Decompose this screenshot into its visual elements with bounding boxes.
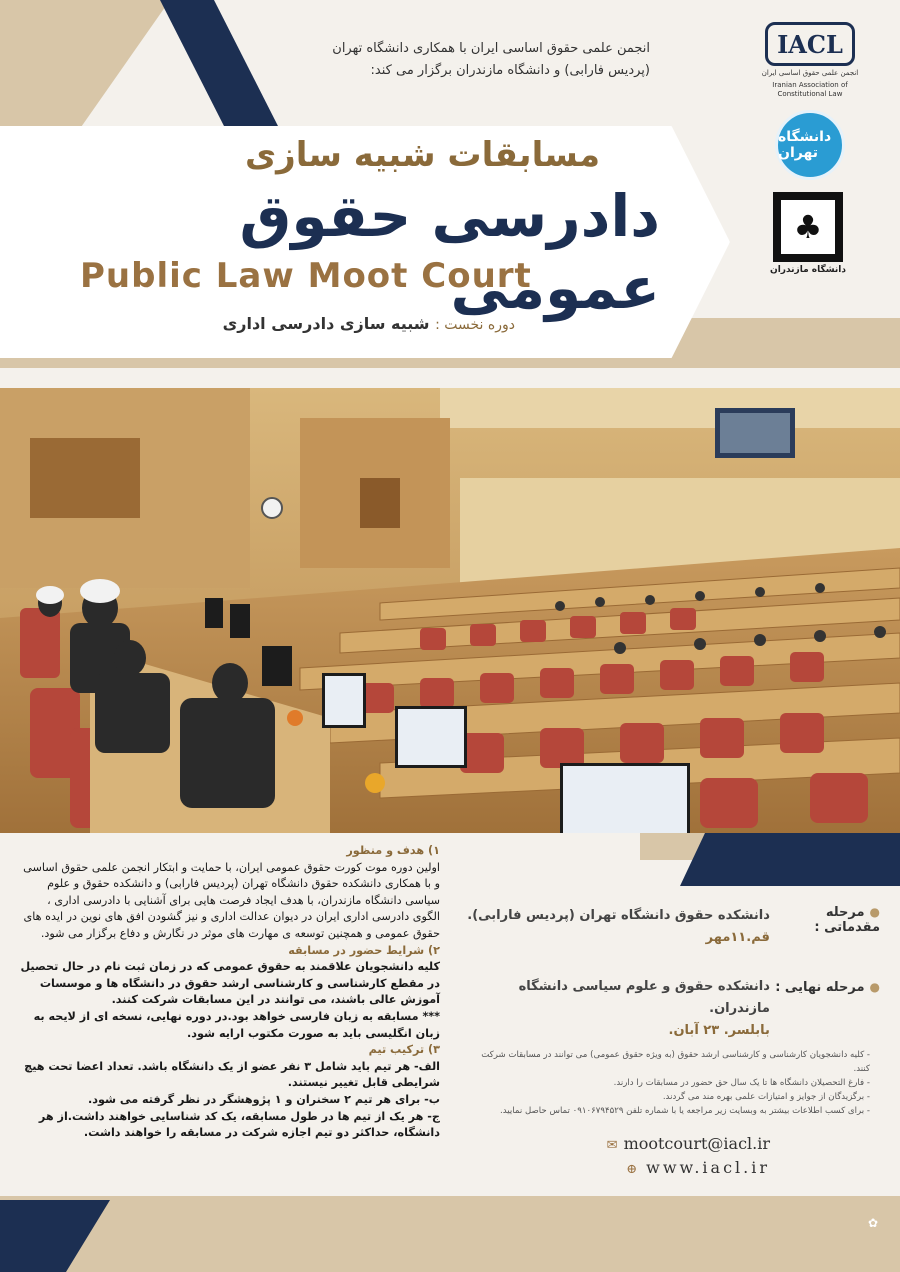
notes-list bbox=[470, 1048, 870, 1118]
edition-value: شبیه سازی دادرسی اداری bbox=[222, 314, 430, 333]
section-2-text: کلیه دانشجویان علاقمند به حقوق عمومی که در زمان ثبت نام در حال تحصیل در مقطع کارشناسی و کارشناسی ارشد حقوق در دانشگاه ها و موسسات آموزش عالی باشند، می توانند در این مسابقات شرکت کنند. bbox=[20, 960, 440, 1007]
stage-1-place: دانشکده حقوق دانشگاه تهران (پردیس فارابی). bbox=[467, 908, 770, 923]
mazandaran-university-logo bbox=[766, 192, 850, 275]
stage-1-value bbox=[465, 905, 770, 949]
title-line-1: مسابقات شبیه سازی bbox=[244, 135, 600, 175]
courtroom-photo bbox=[0, 388, 900, 833]
note-item: - برای کسب اطلاعات بیشتر به وبسایت زیر مراجعه یا با شماره تلفن ۰۹۱۰۶۷۹۴۵۲۹ تماس حاصل نمایید. bbox=[500, 1106, 870, 1116]
tehran-university-logo bbox=[768, 110, 852, 180]
bullet-icon: ● bbox=[869, 980, 880, 994]
iacl-caption-fa: انجمن علمی حقوق اساسی ایران bbox=[761, 69, 859, 77]
envelope-icon: ✉ bbox=[606, 1138, 618, 1153]
mazandaran-caption: دانشگاه مازندران bbox=[770, 265, 846, 275]
section-2-note: *** مسابقه به زبان فارسی خواهد بود.در دوره نهایی، نسخه ای از لایحه به زبان انگلیسی باید به صورت مکتوب ارایه شود. bbox=[33, 1009, 440, 1040]
edition-line bbox=[223, 314, 515, 333]
section-3-heading: ۳) ترکیب تیم bbox=[368, 1043, 440, 1057]
website-text[interactable]: www.iacl.ir bbox=[646, 1158, 770, 1177]
decor-navy-right bbox=[680, 830, 900, 886]
iacl-logo bbox=[760, 22, 860, 99]
stage-1-label: مرحله مقدماتی : bbox=[814, 905, 880, 935]
intro-text bbox=[230, 38, 650, 82]
email-text[interactable]: mootcourt@iacl.ir bbox=[623, 1134, 770, 1153]
globe-icon: ⊕ bbox=[626, 1162, 641, 1177]
stage-2-label-wrap bbox=[775, 980, 880, 995]
contact-email[interactable] bbox=[607, 1134, 770, 1153]
section-3-item-a: الف- هر تیم باید شامل ۳ نفر عضو از یک دانشگاه باشد. تعداد اعضا تحت هیچ شرایطی قابل تغییر نیستند. bbox=[24, 1059, 440, 1090]
stage-2-value bbox=[465, 976, 770, 1042]
title-line-2: دادرسی حقوق عمومی bbox=[239, 182, 660, 322]
stage-2-place: دانشکده حقوق و علوم سیاسی دانشگاه مازندران. bbox=[518, 979, 770, 1016]
watermark-icon: ✿ bbox=[867, 1216, 878, 1230]
title-english: Public Law Moot Court bbox=[80, 256, 532, 296]
stage-preliminary bbox=[460, 905, 880, 949]
iacl-logo-mark: IACL bbox=[765, 22, 855, 66]
footer-band bbox=[0, 1196, 900, 1272]
tehran-logo-mark: دانشگاه تهران bbox=[775, 110, 845, 180]
stage-1-date: قم.۱۱مهر bbox=[705, 930, 770, 945]
bullet-icon: ● bbox=[869, 905, 880, 919]
section-3-item-b: ب- برای هر تیم ۲ سخنران و ۱ پژوهشگر در نظر گرفته می شود. bbox=[87, 1092, 440, 1106]
note-item: - برگزیدگان از جوایز و امتیازات علمی بهره مند می گردند. bbox=[662, 1092, 870, 1102]
body-text bbox=[20, 843, 440, 1142]
tree-icon: ♣ bbox=[781, 200, 835, 254]
section-1-text: اولین دوره موت کورت حقوق عمومی ایران، با حمایت و ابتکار انجمن علمی حقوق اساسی و با همکاری دانشکده حقوق دانشگاه تهران (پردیس فارابی) و دانشکده حقوق و علوم سیاسی دانشگاه مازندران، با هدف ایجاد فرصت هایی برای آشنایی با دادرسی اداری ، الگوی دادرسی اداری ایران در دیوان عدالت اداری و نیز گشودن افق های نوین در ایده های حقوق عمومی و همچنین توسعه ی مهارت های موثر در نگارش و دفاع برگزار می شود. bbox=[23, 860, 440, 940]
edition-label: دوره نخست : bbox=[435, 317, 515, 333]
section-3-item-c: ج- هر یک از تیم ها در طول مسابقه، یک کد شناسایی خواهند داشت.از هر دانشگاه، حداکثر دو تیم اجازه شرکت در مسابقه را خواهند داشت. bbox=[38, 1109, 440, 1140]
contact-website[interactable] bbox=[626, 1158, 770, 1177]
note-item: - کلیه دانشجویان کارشناسی و کارشناسی ارشد حقوق (به ویژه حقوق عمومی) می توانند در مسابقات شرکت کنند. bbox=[481, 1050, 870, 1074]
stage-2-label: مرحله نهایی : bbox=[775, 980, 865, 995]
stage-2-date: بابلسر. ۲۳ آبان. bbox=[668, 1023, 770, 1038]
section-1-heading: ۱) هدف و منظور bbox=[346, 844, 440, 857]
intro-line-1: انجمن علمی حقوق اساسی ایران با همکاری دانشگاه تهران bbox=[332, 41, 650, 56]
intro-line-2: (پردیس فارابی) و دانشگاه مازندران برگزار می کند: bbox=[370, 63, 650, 78]
iacl-caption-en: Iranian Association of Constitutional Law bbox=[772, 81, 848, 98]
note-item: - فارغ التحصیلان دانشگاه ها تا یک سال حق حضور در مسابقات را دارند. bbox=[613, 1078, 870, 1088]
stage-1-label-wrap bbox=[775, 905, 880, 935]
section-2-heading: ۲) شرایط حضور در مسابقه bbox=[288, 943, 440, 957]
mazandaran-logo-mark bbox=[773, 192, 843, 262]
stage-final bbox=[460, 976, 880, 1042]
